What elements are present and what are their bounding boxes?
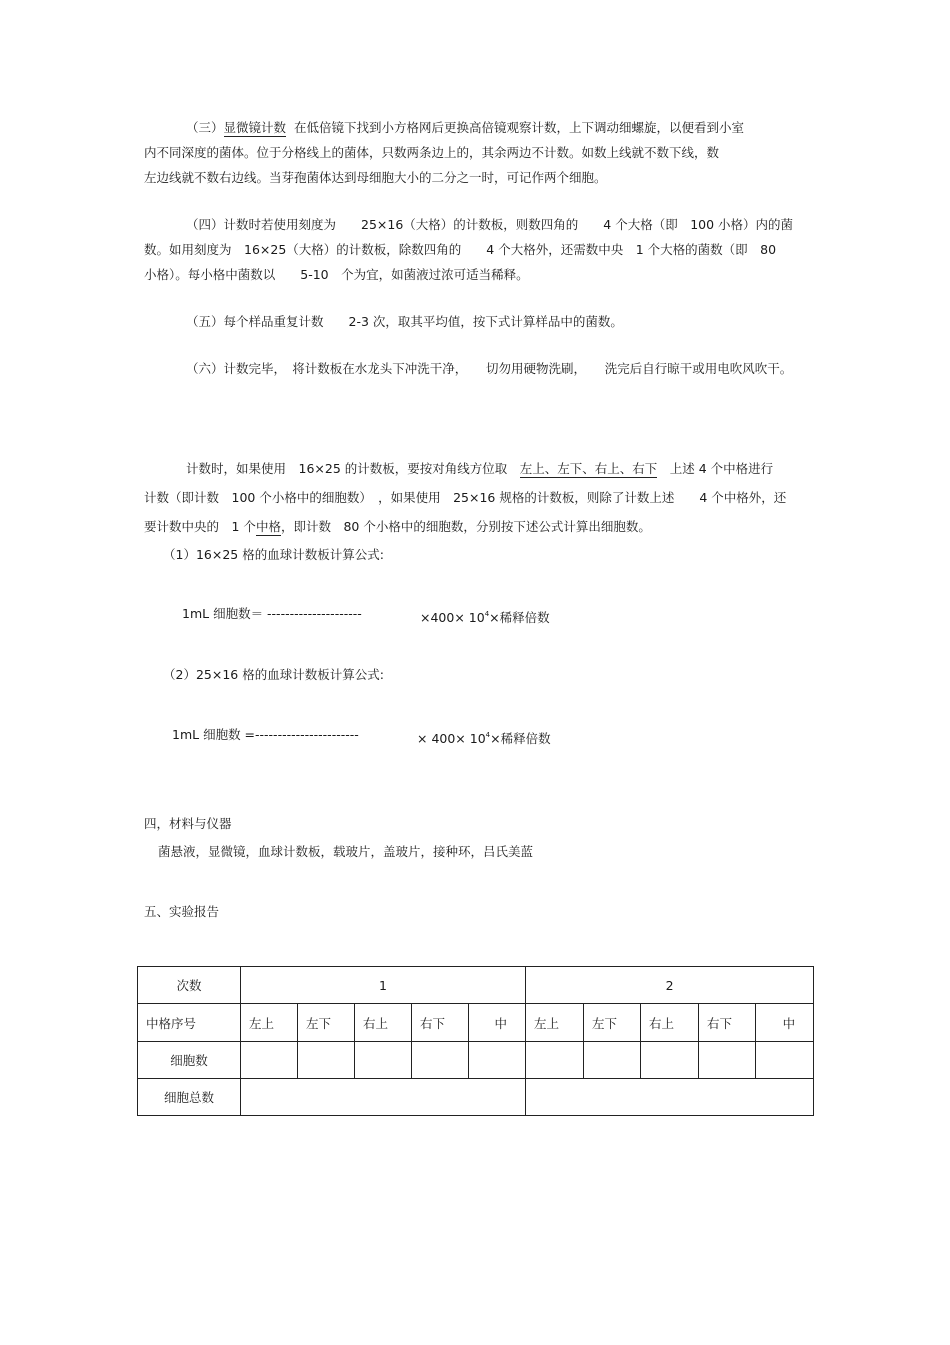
section-6-line: （六）计数完毕， 将计数板在水龙头下冲洗干净， 切勿用硬物洗刷， 洗完后自行晾干或用电吹风吹干。 (186, 361, 793, 376)
section-3-line-3: 左边线就不数右边线。当芽孢菌体达到母细胞大小的二分之一时，可记作两个细胞。 (144, 170, 607, 185)
formula-2-rhs-a: × 400× 10 (417, 731, 486, 746)
grid-cell: 中 (756, 1004, 814, 1042)
section-5-line: （五）每个样品重复计数 2-3 次，取其平均值，按下式计算样品中的菌数。 (186, 314, 623, 329)
cell-count-entry[interactable] (699, 1042, 756, 1079)
counting-line-3-text-b: ，即计数 80 个小格中的细胞数，分别按下述公式计算出细胞数。 (280, 519, 651, 534)
table-row (138, 1042, 814, 1079)
section-4-line-2: 数。如用刻度为 16×25（大格）的计数板，除数四角的 4 个大格外，还需数中央 1 个大格的菌数（即 80 (144, 242, 777, 257)
grid-cell: 右下 (699, 1004, 756, 1042)
report-table (137, 966, 814, 1116)
report-heading: 五、实验报告 (144, 904, 220, 919)
materials-list: 菌悬液，显微镜，血球计数板，载玻片，盖玻片，接种环，吕氏美蓝 (158, 844, 534, 859)
grid-cell: 中 (469, 1004, 526, 1042)
section-4-line-3: 小格）。每小格中菌数以 5-10 个为宜，如菌液过浓可适当稀释。 (144, 267, 529, 282)
section-3-prefix: （三） (186, 120, 224, 135)
cell-count-entry[interactable] (298, 1042, 355, 1079)
counting-line-3 (144, 519, 651, 535)
grid-cell: 左下 (584, 1004, 641, 1042)
cell-count-entry[interactable] (469, 1042, 526, 1079)
formula-1-exponent: 4 (484, 610, 490, 618)
grid-cell: 右下 (412, 1004, 469, 1042)
section-3-text: 在低倍镜下找到小方格网后更换高倍镜观察计数，上下调动细螺旋，以便看到小室 (293, 120, 744, 135)
trial-2-header: 2 (526, 967, 814, 1004)
formula-1-title: （1）16×25 格的血球计数板计算公式: (163, 547, 384, 562)
counting-middle-grid-underlined: 中格 (255, 519, 281, 534)
grid-cell: 右上 (355, 1004, 412, 1042)
cell-count-entry[interactable] (526, 1042, 584, 1079)
formula-2-title: （2）25×16 格的血球计数板计算公式: (163, 667, 384, 682)
formula-1-rhs-a: ×400× 10 (420, 610, 485, 625)
counting-line-3-text-a: 要计数中央的 1 个 (144, 519, 256, 534)
cell-count-entry[interactable] (641, 1042, 699, 1079)
row-label-trials: 次数 (138, 967, 241, 1004)
formula-1-rhs (420, 606, 550, 626)
row-label-cell-count: 细胞数 (138, 1042, 241, 1079)
counting-line-1 (186, 461, 773, 477)
grid-cell: 左下 (298, 1004, 355, 1042)
row-label-total-cells: 细胞总数 (138, 1079, 241, 1116)
section-3-line-1 (186, 120, 744, 136)
table-row (138, 967, 814, 1004)
trial-1-total-entry[interactable] (241, 1079, 526, 1116)
formula-1-rhs-b: ×稀释倍数 (489, 610, 550, 625)
table-row (138, 1004, 814, 1042)
cell-count-entry[interactable] (355, 1042, 412, 1079)
cell-count-entry[interactable] (241, 1042, 298, 1079)
counting-line-1-text-b: 上述 4 个中格进行 (657, 461, 774, 476)
counting-corners-underlined: 左上、左下、右上、右下 (519, 461, 658, 476)
materials-heading: 四，材料与仪器 (144, 816, 232, 831)
formula-2-exponent: 4 (485, 731, 491, 739)
formula-2-rhs (417, 727, 551, 747)
formula-1-lhs: 1mL 细胞数＝ --------------------- (182, 606, 362, 621)
section-3-underlined-term: 显微镜计数 (223, 120, 287, 135)
counting-line-2: 计数（即计数 100 个小格中的细胞数） ，如果使用 25×16 规格的计数板，则除了计数上述 4 个中格外，还 (144, 490, 787, 505)
section-4-line-1: （四）计数时若使用刻度为 25×16（大格）的计数板，则数四角的 4 个大格（即 100 小格）内的菌 (186, 217, 794, 232)
section-3-line-2: 内不同深度的菌体。位于分格线上的菌体，只数两条边上的，其余两边不计数。如数上线就不数下线，数 (144, 145, 720, 160)
trial-2-total-entry[interactable] (526, 1079, 814, 1116)
formula-2-rhs-b: ×稀释倍数 (490, 731, 551, 746)
row-label-grid-index: 中格序号 (138, 1004, 241, 1042)
table-row (138, 1079, 814, 1116)
formula-2-lhs: 1mL 细胞数 =----------------------- (172, 727, 359, 742)
grid-cell: 右上 (641, 1004, 699, 1042)
cell-count-entry[interactable] (584, 1042, 641, 1079)
trial-1-header: 1 (241, 967, 526, 1004)
cell-count-entry[interactable] (756, 1042, 814, 1079)
grid-cell: 左上 (241, 1004, 298, 1042)
counting-line-1-text-a: 计数时，如果使用 16×25 的计数板，要按对角线方位取 (186, 461, 520, 476)
grid-cell: 左上 (526, 1004, 584, 1042)
cell-count-entry[interactable] (412, 1042, 469, 1079)
